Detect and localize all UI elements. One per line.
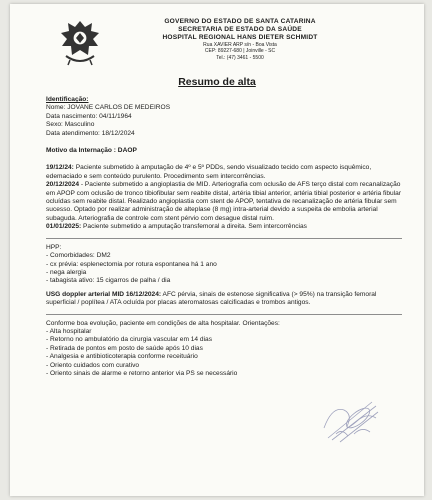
patient-sex: Sexo: Masculino [46,121,95,129]
evolution-text: - Paciente submetido a angioplastia de MID. Arteriografia com oclusão de AFS terço distal com recanalização em APOP com oclusão de tronco tibiofibular sem reabite distal, artéria tibial anterior, artéria tibial posterior e artéria fibular ocluídas sem reabite distal. Realizado angioplastia com stent de APOP, tentativa de recanalização de artéria fibular sem sucesso. Optado por realizar administração de alteplase (8 mg) intra-arterial devido a suspeita de embolia arterial subaguda. Arteriografia de controle com stent pérvio com desague distal ruim. [46,181,402,222]
usg-report [46,291,402,308]
orientation-item: - Oriento sinais de alarme e retorno anterior via PS se necessário [46,369,238,377]
header-secretariat: SECRETARIA DE ESTADO DA SAÚDE [178,26,302,33]
orientation-item: - Retirada de pontos em posto de saúde após 10 dias [46,344,203,352]
hpp-heading: HPP: [46,243,62,251]
orientation-item: - Alta hospitalar [46,327,92,335]
usg-label: USG doppler arterial MID 16/12/2024: [46,290,162,298]
physician-signature-stamp [318,388,384,448]
header-cep: CEP: 89227-680 | Joinville - SC [204,48,276,55]
hpp-item: - tabagista ativo: 15 cigarros de palha / dia [46,277,171,285]
state-coat-of-arms-icon [58,18,102,66]
header-government: GOVERNO DO ESTADO DE SANTA CATARINA [164,18,316,25]
orientation-item: - Retorno no ambulatório da cirurgia vascular em 14 dias [46,336,213,344]
header-phone: Tel.: (47) 3461 - 5500 [216,54,264,61]
identification-heading: Identificação: [46,96,89,103]
hpp-item: - cx prévia: esplenectomia por rotura espontanea há 1 ano [46,260,217,268]
orientation-item: - Analgesia e antibioticoterapia conforme receituário [46,353,198,361]
document-page [10,4,424,496]
institution-block [130,18,350,61]
birth-date: Data nascimento: 04/11/1964 [46,112,132,120]
evolution-text: Paciente submetido a amputação transfemoral a direita. Sem intercorrências [81,223,307,231]
section-divider [46,314,402,315]
admission-reason: Motivo da Internação : DAOP [46,147,137,155]
hpp-item: - Comorbidades: DM2 [46,252,111,260]
evolution-entry [46,164,402,181]
evolution-date: 19/12/24: [46,164,74,172]
document-title: Resumo de alta [178,76,256,88]
document-body [46,96,402,378]
evolution-text: Paciente submetido à amputação de 4º e 5º PDDs, sendo visualizado tecido com aspecto isquêmico, edemaciado e sem conteúdo purulento. Procedimento sem intercorrências. [46,164,372,180]
evolution-date: 01/01/2025: [46,223,82,231]
admission-date: Data atendimento: 18/12/2024 [46,129,135,137]
header-hospital: HOSPITAL REGIONAL HANS DIETER SCHMIDT [162,34,318,41]
evolution-entry [46,223,402,231]
header-address: Rua XAVIER ARP s/n - Boa Vista [203,42,277,48]
orientation-item: - Oriento cuidados com curativo [46,361,140,369]
section-divider [46,238,402,239]
patient-name: Nome: JOVANE CARLOS DE MEDEIROS [46,104,171,112]
usg-text: AFC pérvia, sinais de estenose significativa (> 95%) na transição femoral superficial / poplítea / ATA ocluída por placas ateromatosas calcificadas e trombos antigos. [46,290,377,307]
evolution-date: 20/12/2024 [46,181,80,189]
hpp-item: - nega alergia [46,268,87,276]
letterhead [10,18,424,74]
evolution-entry [46,181,402,223]
discharge-intro: Conforme boa evolução, paciente em condições de alta hospitalar. Orientações: [46,319,280,327]
